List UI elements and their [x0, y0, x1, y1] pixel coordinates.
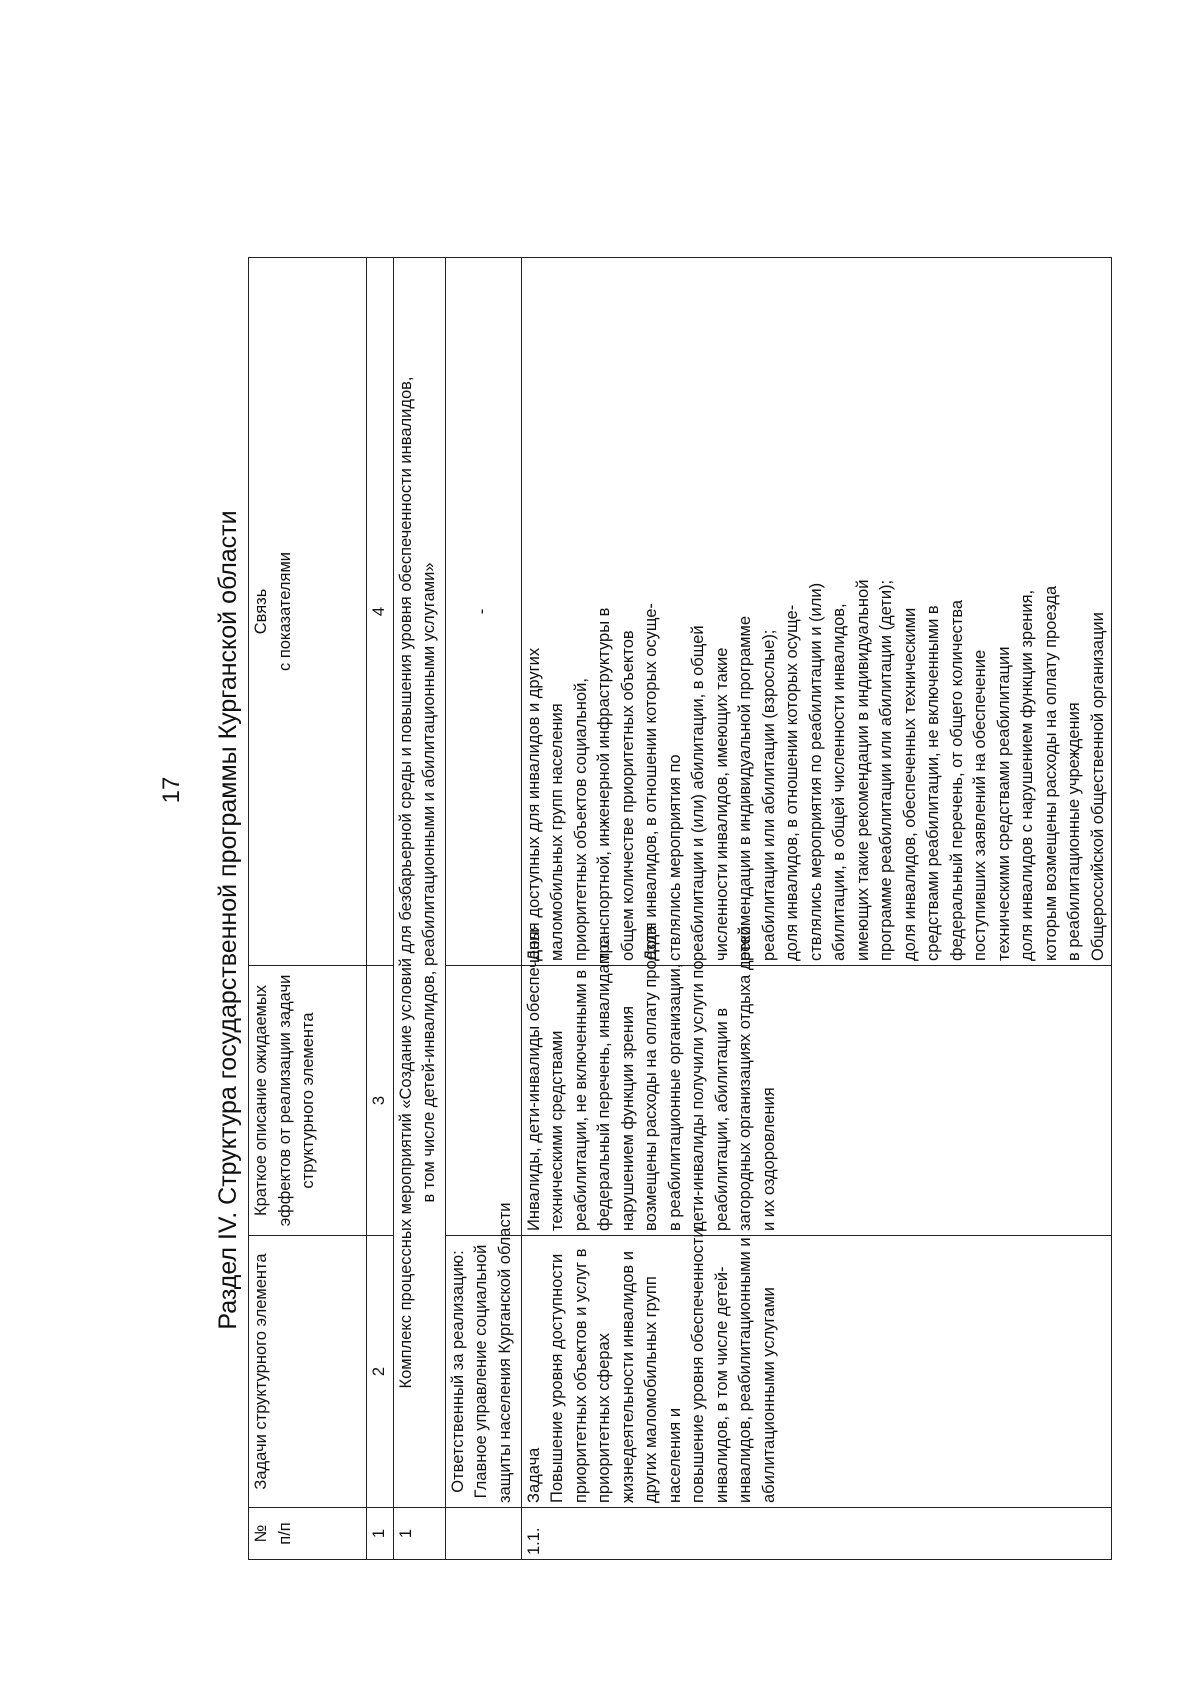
effect-line: и их оздоровления — [759, 1087, 778, 1231]
task-num: 1.1. — [521, 1508, 1112, 1560]
indicator-line: приоритетных объектов социальной, — [571, 678, 590, 961]
column-number-row — [367, 258, 394, 1560]
effect-line: техническими средствами — [548, 1030, 566, 1231]
task-line: инвалидов, в том числе детей- — [712, 1266, 731, 1503]
indicator-line: Общероссийской общественной организации — [1088, 612, 1107, 961]
column-number: 1 — [367, 1508, 394, 1560]
indicator-line: Доля инвалидов, в отношении которых осуще- — [642, 603, 660, 961]
responsible-num-cell — [445, 1508, 521, 1560]
indicator-line: абилитации, в общей численности инвалидов, — [830, 603, 848, 961]
effect-line: реабилитации, абилитации в — [712, 1007, 731, 1231]
responsible-line: Главное управление социальной — [472, 1244, 490, 1499]
effect-line: Инвалиды, дети-инвалиды обеспечены — [524, 929, 543, 1231]
task-line: других маломобильных групп — [642, 1276, 660, 1503]
header-effects-line: структурного элемента — [299, 1012, 317, 1189]
effect-line: федеральный перечень, инвалидам с — [595, 939, 613, 1231]
responsible-dash: - — [445, 258, 521, 966]
header-links-line: Связь — [252, 588, 270, 635]
effect-line: дети-инвалиды получили услуги по — [689, 960, 707, 1231]
indicator-line: доля инвалидов с нарушением функции зрения, — [1018, 589, 1036, 961]
responsible-effects-cell — [445, 966, 521, 1236]
effect-line: возмещены расходы на оплату проезда — [642, 925, 660, 1231]
header-num — [249, 1508, 367, 1560]
task-line: повышение уровня обеспеченности — [689, 1228, 707, 1503]
indicator-line: средствами реабилитации, не включенными в — [924, 605, 942, 961]
column-number: 3 — [367, 966, 394, 1236]
column-number: 4 — [367, 258, 394, 966]
effect-line: загородных организациях отдыха детей — [736, 926, 754, 1231]
indicator-line: ствлялись мероприятия по — [665, 754, 684, 961]
header-effects — [249, 966, 367, 1236]
complex-num: 1 — [393, 1508, 445, 1560]
indicator-line: Доля доступных для инвалидов и других — [524, 647, 543, 961]
header-num-line: п/п — [275, 1522, 294, 1545]
task-line: приоритетных сферах — [595, 1333, 613, 1503]
task-line: Повышение уровня доступности — [548, 1253, 566, 1503]
complex-row — [393, 258, 445, 1560]
task-effects — [521, 925, 1112, 1236]
task-line: Задача — [524, 1447, 543, 1503]
header-num-line: № — [252, 1524, 270, 1543]
effect-line: нарушением функции зрения — [618, 1006, 637, 1231]
header-links-line: с показателями — [275, 551, 294, 672]
rotated-page — [210, 260, 1130, 1580]
column-number: 2 — [367, 1236, 394, 1508]
indicator-line: реабилитации и (или) абилитации, в общей — [689, 625, 707, 961]
indicator-line: поступивших заявлений на обеспечение — [971, 649, 989, 961]
task-line: приоритетных объектов и услуг в — [571, 1248, 590, 1503]
complex-title — [393, 258, 445, 1508]
task-indicators — [521, 258, 1112, 966]
document-title: Раздел IV. Структура государственной программы Курганской области — [214, 510, 242, 1330]
indicator-line: общем количестве приоритетных объектов — [618, 630, 637, 961]
complex-title-line: в том числе детей-инвалидов, реабилитационными и абилитационными услугами» — [420, 562, 438, 1203]
indicator-line: имеющих такие рекомендации в индивидуальной — [853, 579, 872, 961]
indicator-line: ствлялись мероприятия по реабилитации и (или) — [806, 582, 825, 961]
indicator-line: которым возмещены расходы на оплату проезда — [1041, 585, 1060, 961]
responsible-org — [445, 1202, 521, 1508]
header-effects-line: эффектов от реализации задачи — [275, 974, 294, 1227]
indicator-line: транспортной, инженерной инфраструктуры в — [595, 607, 613, 961]
responsible-row — [445, 258, 521, 1560]
indicator-line: реабилитации или абилитации (взрослые); — [759, 629, 778, 961]
header-links — [249, 258, 367, 966]
effect-line: реабилитации, не включенными в — [571, 969, 590, 1231]
indicator-line: программе реабилитации или абилитации (дети); — [877, 579, 895, 961]
task-line: населения и — [665, 1407, 684, 1503]
complex-title-line: Комплекс процессных мероприятий «Создание условий для безбарьерной среды и повышения уровня обеспеченности инвалидов, — [396, 376, 415, 1389]
header-tasks: Задачи структурного элемента — [249, 1236, 367, 1508]
header-effects-line: Краткое описание ожидаемых — [252, 984, 270, 1217]
task-row — [521, 258, 1112, 1560]
task-description — [521, 1228, 1112, 1508]
indicator-line: федеральный перечень, от общего количества — [947, 599, 966, 961]
task-line: жизнедеятельности инвалидов и — [618, 1251, 637, 1503]
responsible-line: Ответственный за реализацию: — [448, 1250, 467, 1493]
indicator-line: рекомендации в индивидуальной программе — [736, 615, 754, 961]
indicator-line: в реабилитационные учреждения — [1065, 702, 1083, 961]
task-line: абилитационными услугами — [759, 1287, 778, 1503]
indicator-line: маломобильных групп населения — [548, 703, 566, 961]
indicator-line: доля инвалидов, обеспеченных техническими — [900, 607, 919, 961]
indicator-line: доля инвалидов, в отношении которых осуще- — [783, 604, 801, 961]
task-line: инвалидов, реабилитационными и — [736, 1237, 754, 1503]
effect-line: в реабилитационные организации, — [665, 963, 684, 1231]
responsible-line: защиты населения Курганской области — [495, 1202, 514, 1503]
indicator-line: численности инвалидов, имеющих такие — [712, 647, 731, 961]
table-header-row — [249, 258, 367, 1560]
indicator-line: техническими средствами реабилитации — [994, 646, 1013, 961]
program-structure-table — [248, 257, 1112, 1560]
page-number: 17 — [158, 776, 185, 804]
